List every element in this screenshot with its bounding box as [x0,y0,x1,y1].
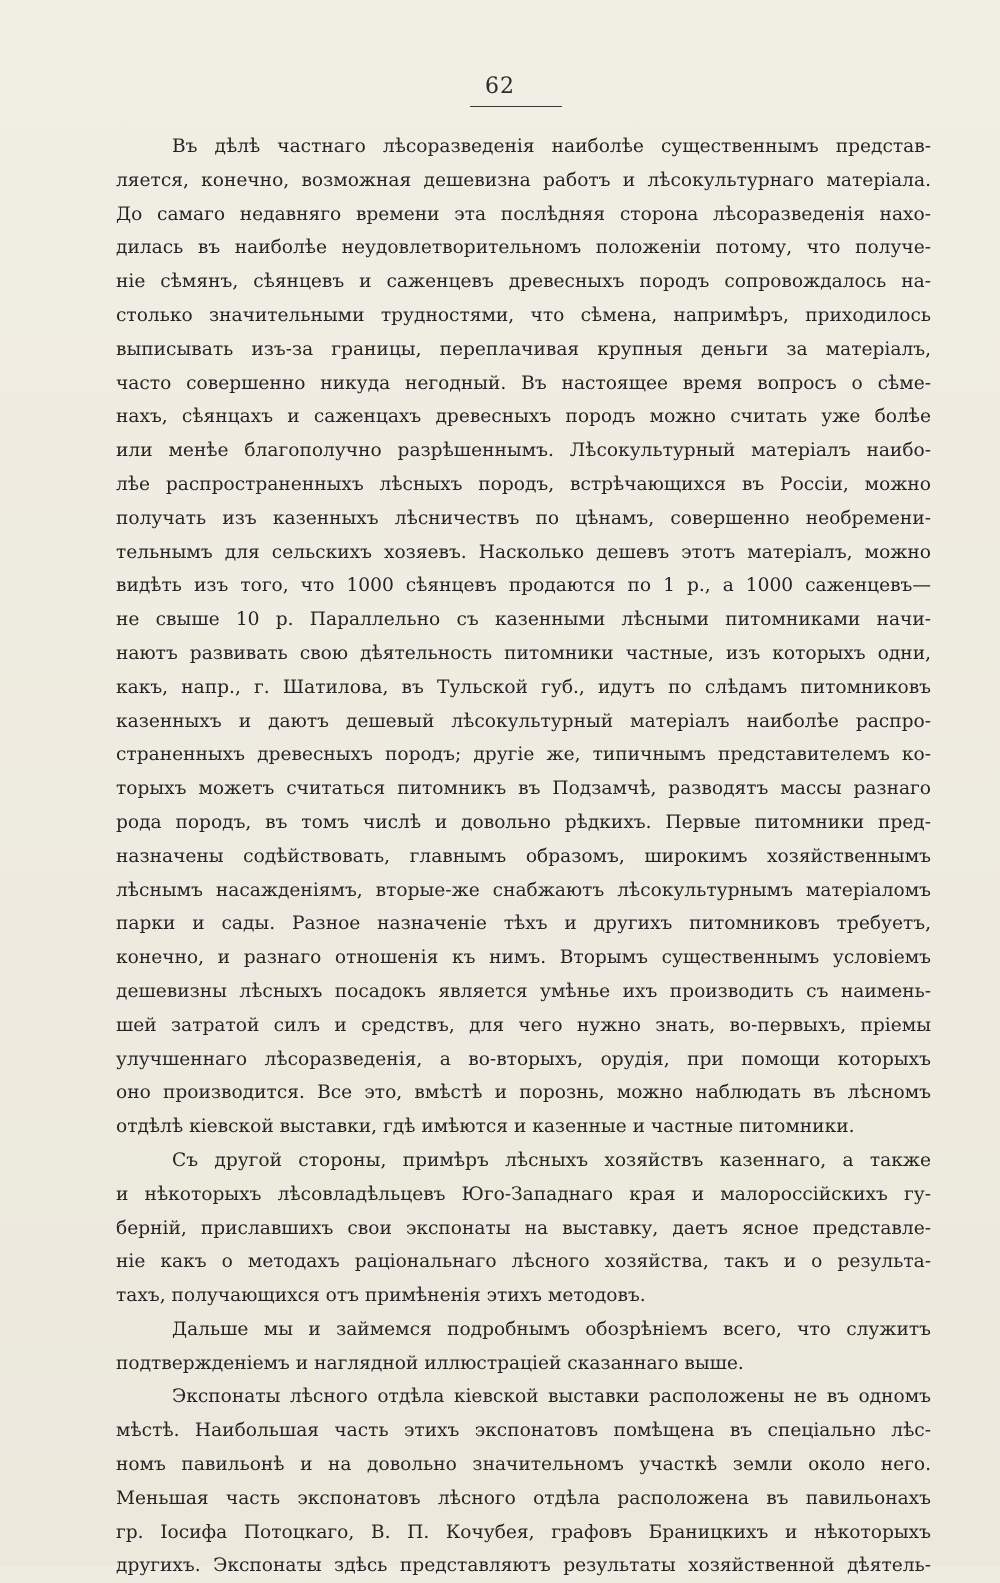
text-line: Меньшая часть экспонатовъ лѣсного отдѣла расположена въ павильонахъ [116,1487,931,1509]
text-line: берній, приславшихъ свои экспонаты на выставку, даетъ ясное представле- [116,1217,931,1239]
text-line: наютъ развивать свою дѣятельность питомники частные, изъ которыхъ одни, [116,642,931,664]
text-line: номъ павильонѣ и на довольно значительномъ участкѣ земли около него. [116,1454,931,1476]
text-line: какъ, напр., г. Шатилова, въ Тульской губ., идутъ по слѣдамъ питомниковъ [116,676,931,698]
body-text [116,130,931,1583]
text-line: казенныхъ и даютъ дешевый лѣсокультурный матеріалъ наиболѣе распро- [116,710,931,732]
text-line: часто совершенно никуда негодный. Въ настоящее время вопросъ о сѣме- [116,372,931,394]
text-line: тельнымъ для сельскихъ хозяевъ. Насколько дешевъ этотъ матеріалъ, можно [116,541,931,563]
text-line: отдѣлѣ кіевской выставки, гдѣ имѣются и казенные и частные питомники. [116,1116,855,1138]
text-line: тахъ, получающихся отъ примѣненія этихъ методовъ. [116,1285,646,1307]
text-line: торыхъ можетъ считаться питомникъ въ Подзамчѣ, разводятъ массы разнаго [116,778,931,800]
text-line: рода породъ, въ томъ числѣ и довольно рѣдкихъ. Первые питомники пред- [116,811,931,833]
text-line: улучшеннаго лѣсоразведенія, а во-вторыхъ, орудія, при помощи которыхъ [116,1048,931,1070]
text-line: выписывать изъ-за границы, переплачивая крупныя деньги за матеріалъ, [116,338,931,360]
text-line: Въ дѣлѣ частнаго лѣсоразведенія наиболѣе существеннымъ представ- [172,136,931,157]
text-line: лѣе распространенныхъ лѣсныхъ породъ, встрѣчающихся въ Россіи, можно [116,473,931,495]
text-line: мѣстѣ. Наибольшая часть этихъ экспонатовъ помѣщена въ спеціально лѣс- [116,1420,931,1442]
text-line: или менѣе благополучно разрѣшеннымъ. Лѣсокультурный матеріалъ наибо- [116,440,931,462]
text-line: страненныхъ древесныхъ породъ; другіе же, типичнымъ представителемъ ко- [116,744,931,766]
text-line: ляется, конечно, возможная дешевизна работъ и лѣсокультурнаго матеріала. [116,169,931,191]
text-line: До самаго недавняго времени эта послѣдняя сторона лѣсоразведенія нахо- [116,203,931,225]
text-line: гр. Іосифа Потоцкаго, В. П. Кочубея, графовъ Браницкихъ и нѣкоторыхъ [116,1521,931,1543]
text-line: дешевизны лѣсныхъ посадокъ является умѣнье ихъ производить съ наимень- [116,980,931,1002]
text-line: нахъ, сѣянцахъ и саженцахъ древесныхъ породъ можно считать уже болѣе [116,406,931,428]
text-line: Съ другой стороны, примѣръ лѣсныхъ хозяйствъ казеннаго, а также [172,1149,931,1171]
text-line: не свыше 10 р. Параллельно съ казенными лѣсными питомниками начи- [116,609,931,631]
text-line: конечно, и разнаго отношенія къ нимъ. Вторымъ существеннымъ условіемъ [116,947,931,969]
text-line: оно производится. Все это, вмѣстѣ и порознь, можно наблюдать въ лѣсномъ [116,1082,931,1104]
text-line: подтвержденіемъ и наглядной иллюстраціей сказаннаго выше. [116,1352,744,1374]
page-number: 62 [485,74,515,99]
text-line: дилась въ наиболѣе неудовлетворительномъ положеніи потому, что получе- [116,237,931,259]
text-line: парки и сады. Разное назначеніе тѣхъ и другихъ питомниковъ требуетъ, [116,913,931,935]
text-line: Экспонаты лѣсного отдѣла кіевской выставки расположены не въ одномъ [172,1386,931,1408]
page-number-rule [470,106,562,107]
text-line: ніе какъ о методахъ раціональнаго лѣсного хозяйства, такъ и о результа- [116,1251,931,1273]
text-line: лѣснымъ насажденіямъ, вторые-же снабжаютъ лѣсокультурнымъ матеріаломъ [116,879,931,901]
text-line: назначены содѣйствовать, главнымъ образомъ, широкимъ хозяйственнымъ [116,845,931,867]
text-line: и нѣкоторыхъ лѣсовладѣльцевъ Юго-Западнаго края и малороссійскихъ гу- [116,1183,931,1205]
text-line: ніе сѣмянъ, сѣянцевъ и саженцевъ древесныхъ породъ сопровождалось на- [116,271,931,293]
text-line: получать изъ казенныхъ лѣсничествъ по цѣнамъ, совершенно необремени- [116,507,931,529]
text-line: столько значительными трудностями, что сѣмена, напримѣръ, приходилось [116,304,931,326]
text-line: Дальше мы и займемся подробнымъ обозрѣніемъ всего, что служитъ [172,1318,931,1340]
text-line: шей затратой силъ и средствъ, для чего нужно знать, во-первыхъ, пріемы [116,1014,931,1036]
text-line: видѣть изъ того, что 1000 сѣянцевъ продаются по 1 р., а 1000 саженцевъ— [116,575,931,597]
text-line: другихъ. Экспонаты здѣсь представляютъ результаты хозяйственной дѣятель- [116,1555,931,1577]
